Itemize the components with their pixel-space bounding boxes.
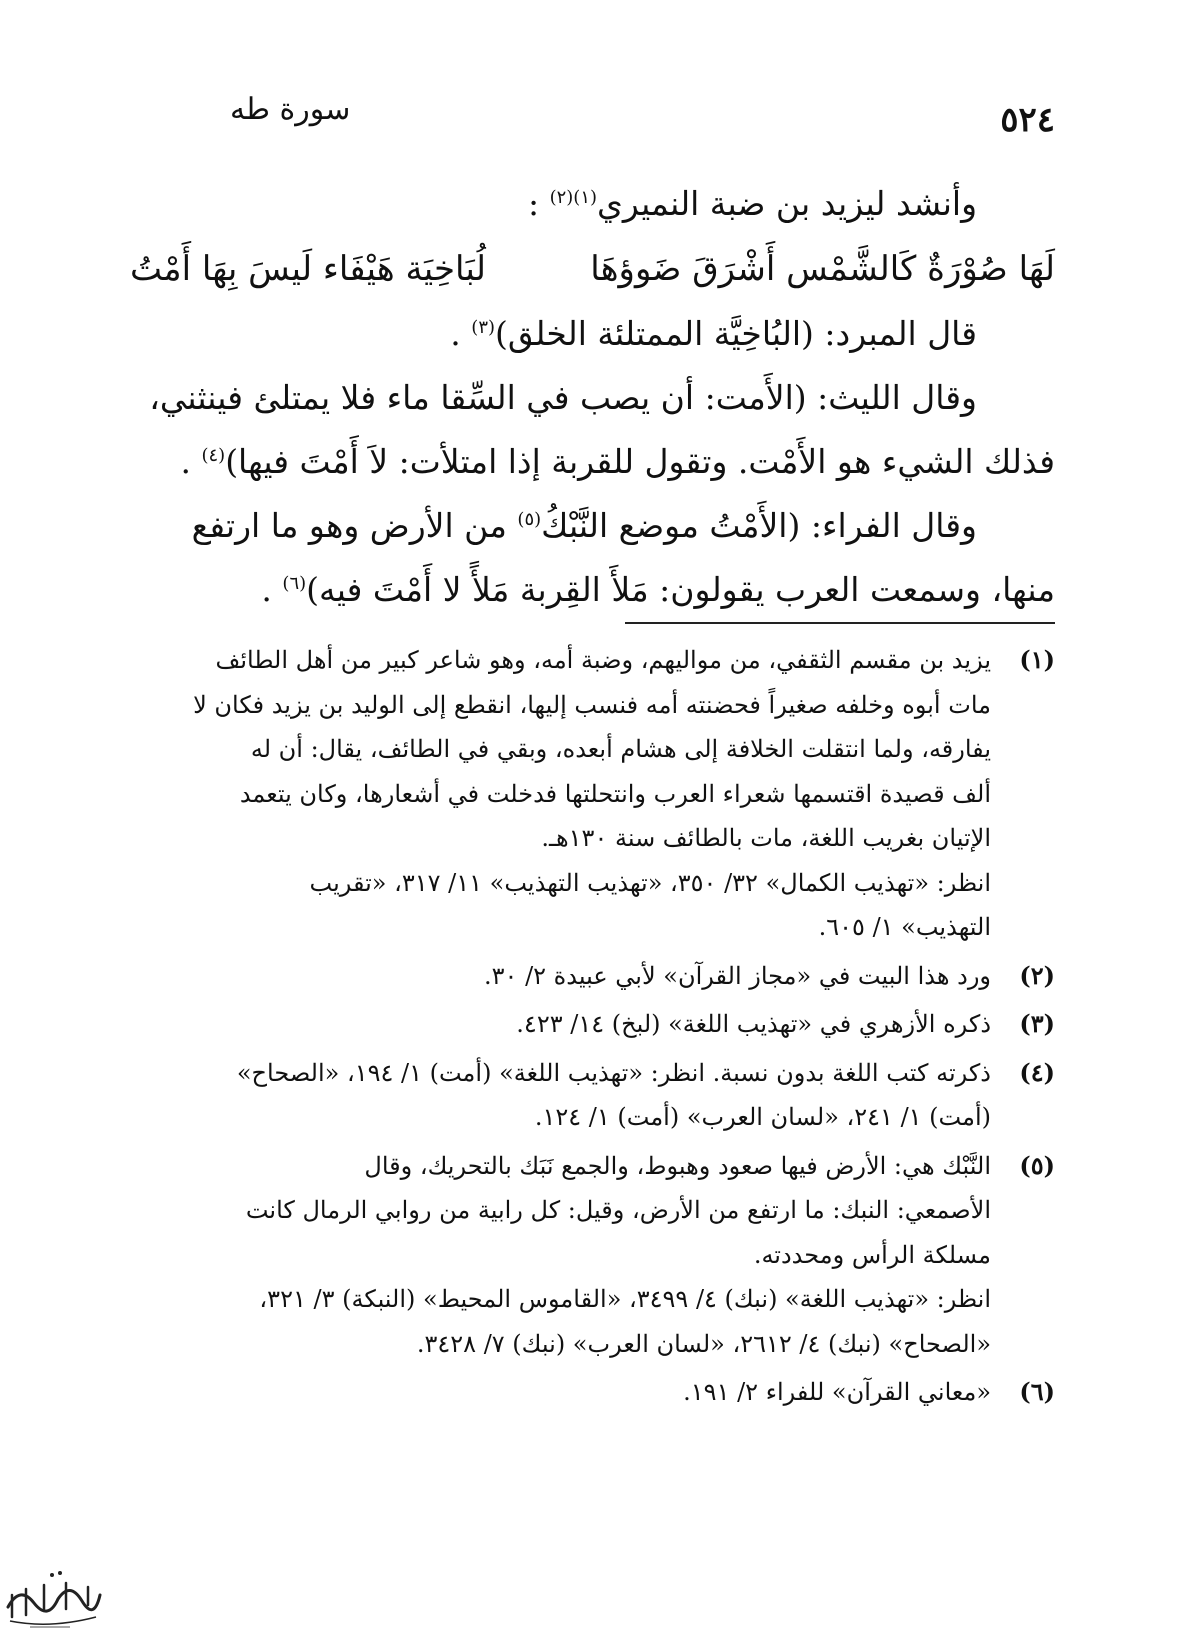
layth-paragraph-line2 — [130, 430, 1055, 494]
farra-text-2: منها، وسمعت العرب يقولون: مَلأَ القِربة مَلأً لا أَمْتَ فيه) — [306, 570, 1055, 609]
verse-second-hemistich: لُبَاخِيَة هَيْفَاء لَيسَ بِهَا أَمْتُ — [130, 249, 486, 289]
footnote-number: (٥) — [1019, 1150, 1055, 1180]
footnote-4 — [130, 1051, 1055, 1140]
main-text — [130, 172, 1055, 622]
page-number: ٥٢٤ — [1000, 100, 1055, 140]
footnote-ref: (١)(٢) — [549, 187, 598, 208]
footnote-number: (٣) — [1019, 1009, 1055, 1038]
verse-first-hemistich: لَهَا صُوْرَةٌ كَالشَّمْس أَشْرَقَ ضَوؤهَا — [590, 249, 1055, 289]
layth-paragraph-line1 — [130, 366, 1055, 430]
mubarrad-period: . — [450, 314, 461, 353]
poetry-verse — [130, 236, 1055, 302]
footnote-line: الإتيان بغريب اللغة، مات بالطائف سنة ١٣٠هـ. — [541, 824, 991, 852]
farra-text-1b: من الأرض وهو ما ارتفع — [191, 506, 507, 545]
intro-text: وأنشد ليزيد بن ضبة النميري — [597, 184, 977, 223]
farra-paragraph-line1 — [130, 494, 1055, 558]
footnotes — [130, 638, 1055, 1419]
footnote-line: يفارقه، ولما انتقلت الخلافة إلى هشام أبعده، وبقي في الطائف، يقال: أن له — [250, 735, 991, 763]
footnote-ref: (٥) — [517, 509, 542, 530]
footnote-2 — [130, 954, 1055, 999]
footnote-1 — [130, 638, 1055, 950]
calligraphy-stamp-logo — [0, 1555, 104, 1635]
farra-paragraph-line2 — [130, 558, 1055, 622]
intro-colon: : — [527, 184, 540, 223]
footnote-3 — [130, 1002, 1055, 1047]
footnote-line: التهذيب» ١/ ٦٠٥. — [818, 913, 991, 941]
intro-line — [130, 172, 1055, 236]
footnote-line: انظر: «تهذيب الكمال» ٣٢/ ٣٥٠، «تهذيب التهذيب» ١١/ ٣١٧، «تقريب — [309, 868, 991, 897]
layth-text-2: فذلك الشيء هو الأَمْت. وتقول للقربة إذا امتلأت: لاَ أَمْتَ فيها) — [225, 442, 1055, 481]
footnote-line: (أمت) ١/ ٢٤١، «لسان العرب» (أمت) ١/ ١٢٤. — [534, 1103, 991, 1131]
surah-title: سورة طه — [230, 92, 351, 127]
footnote-ref: (٦) — [282, 573, 307, 594]
footnote-number: (٤) — [1019, 1057, 1055, 1087]
footnote-number: (٢) — [1019, 960, 1055, 990]
footnote-line: ألف قصيدة اقتسمها شعراء العرب وانتحلتها فدخلت في أشعارها، وكان يتعمد — [239, 779, 991, 808]
footnote-line: ذكره الأزهري في «تهذيب اللغة» (لبخ) ١٤/ ٤٢٣. — [516, 1010, 991, 1038]
footnote-line: مات أبوه وخلفه صغيراً فحضنته أمه فنسب إليها، انقطع إلى الوليد بن يزيد فكان لا — [193, 690, 991, 719]
footnote-line: مسلكة الرأس ومحددته. — [753, 1240, 991, 1269]
farra-period: . — [261, 570, 272, 609]
footnote-ref: (٤) — [201, 445, 226, 466]
footnote-line: «الصحاح» (نبك) ٤/ ٢٦١٢، «لسان العرب» (نبك) ٧/ ٣٤٢٨. — [416, 1329, 991, 1358]
footnote-5 — [130, 1144, 1055, 1367]
footnote-line: الأصمعي: النبك: ما ارتفع من الأرض، وقيل: كل رابية من روابي الرمال كانت — [245, 1196, 991, 1224]
mubarrad-text: قال المبرد: (البُاخِيَّة الممتلئة الخلق) — [495, 314, 977, 353]
footnote-line: ذكرته كتب اللغة بدون نسبة. انظر: «تهذيب اللغة» (أمت) ١/ ١٩٤، «الصحاح» — [236, 1058, 991, 1087]
footnote-number: (٦) — [1019, 1377, 1055, 1406]
footnote-separator — [625, 622, 1055, 624]
farra-text-1a: وقال الفراء: (الأَمْتُ موضع النَّبْكُ — [541, 506, 977, 545]
footnote-line: يزيد بن مقسم الثقفي، من مواليهم، وضبة أمه، وهو شاعر كبير من أهل الطائف — [215, 646, 991, 674]
footnote-line: «معاني القرآن» للفراء ٢/ ١٩١. — [683, 1378, 991, 1406]
footnote-line: انظر: «تهذيب اللغة» (نبك) ٤/ ٣٤٩٩، «القاموس المحيط» (النبكة) ٣/ ٣٢١، — [259, 1285, 991, 1313]
footnote-ref: (٣) — [471, 317, 496, 338]
footnote-number: (١) — [1019, 645, 1055, 674]
running-head — [130, 92, 1055, 142]
footnote-6 — [130, 1370, 1055, 1415]
layth-text-1: وقال الليث: (الأَمت: أن يصب في السِّقا ماء فلا يمتلئ فينثني، — [149, 378, 977, 417]
mubarrad-paragraph — [130, 302, 1055, 366]
layth-period: . — [180, 442, 191, 481]
footnote-line: ورد هذا البيت في «مجاز القرآن» لأبي عبيدة ٢/ ٣٠. — [484, 961, 991, 990]
footnote-line: النَّبْك هي: الأرض فيها صعود وهبوط، والجمع نَبَك بالتحريك، وقال — [364, 1151, 991, 1180]
